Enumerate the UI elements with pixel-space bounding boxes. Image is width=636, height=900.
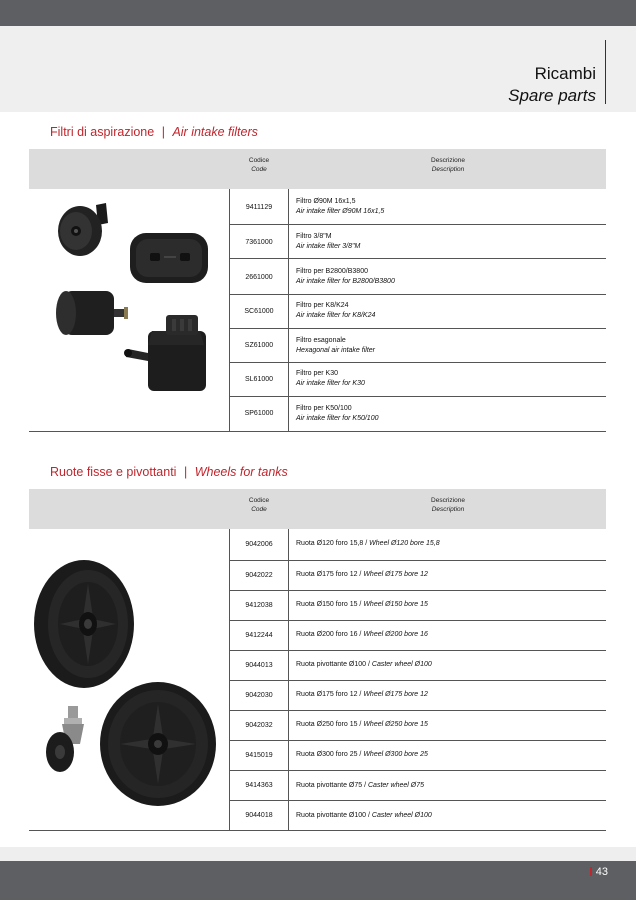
part-code: 9412038 <box>245 602 273 609</box>
description-it: Ruota Ø250 foro 15 / <box>296 721 364 728</box>
filters-desc-header <box>290 156 606 174</box>
desc-header-en: Description <box>431 166 465 173</box>
part-description <box>296 661 602 668</box>
table-row <box>230 529 606 561</box>
part-description <box>296 631 602 638</box>
caster-wheel-icon <box>46 706 84 772</box>
description-en: Caster wheel Ø100 <box>371 812 432 819</box>
fixed-wheel-icon <box>34 560 134 688</box>
part-description <box>296 232 602 252</box>
desc-header-en: Description <box>431 506 465 513</box>
code-header-it: Codice <box>248 157 270 164</box>
description-it: Ruota Ø120 foro 15,8 / <box>296 540 370 547</box>
description-en: Hexagonal air intake filter <box>296 347 375 354</box>
part-code: SZ61000 <box>244 342 274 349</box>
desc-header-it: Descrizione <box>431 157 465 164</box>
description-it: Ruota Ø175 foro 12 / <box>296 571 364 578</box>
description-it: Filtro per K50/100 <box>296 405 352 412</box>
description-en: Caster wheel Ø75 <box>368 782 425 789</box>
table-row <box>230 561 606 591</box>
part-description <box>296 197 602 217</box>
table-row <box>230 189 606 225</box>
page-mark <box>590 867 592 876</box>
table-row <box>230 363 606 397</box>
table-row <box>230 329 606 363</box>
part-code: SL61000 <box>244 376 274 383</box>
table-row <box>230 295 606 329</box>
description-it: Filtro per K30 <box>296 370 339 377</box>
page-title: Ricambi <box>534 64 596 83</box>
description-it: Filtro per B2800/B3800 <box>296 268 368 275</box>
table-row <box>230 225 606 259</box>
description-it: Ruota pivottante Ø75 / <box>296 782 368 789</box>
part-code: SP61000 <box>244 410 274 417</box>
description-en: Wheel Ø250 bore 15 <box>363 721 428 728</box>
table-row <box>230 771 606 801</box>
description-en: Wheel Ø150 bore 15 <box>363 601 428 608</box>
description-it: Filtro per K8/K24 <box>296 302 349 309</box>
description-it: Filtro esagonale <box>296 337 346 344</box>
tread-wheel-icon <box>100 682 216 806</box>
cylinder-filter-icon <box>56 291 128 335</box>
description-it: Ruota Ø200 foro 16 / <box>296 631 364 638</box>
filters-code-header <box>230 156 288 174</box>
code-header-en: Code <box>251 166 267 173</box>
description-en: Air intake filter for K30 <box>296 380 365 387</box>
section-title-wheels <box>50 465 288 479</box>
part-description <box>296 782 602 789</box>
description-it: Ruota Ø300 foro 25 / <box>296 751 364 758</box>
description-en: Air intake filter 3/8"M <box>296 243 361 250</box>
section-title-it: Filtri di aspirazione <box>50 125 155 139</box>
table-row <box>230 621 606 651</box>
description-it: Ruota Ø175 foro 12 / <box>296 691 364 698</box>
part-code: SC61000 <box>244 308 274 315</box>
description-it: Ruota pivottante Ø100 / <box>296 661 372 668</box>
description-en: Wheel Ø200 bore 16 <box>363 631 428 638</box>
part-description <box>296 336 602 356</box>
part-description <box>296 721 602 728</box>
part-code: 9044013 <box>245 662 273 669</box>
part-description <box>296 601 602 608</box>
part-code: 9412244 <box>245 632 273 639</box>
part-description <box>296 812 602 819</box>
description-en: Air intake filter for K50/100 <box>296 415 379 422</box>
code-header-en: Code <box>251 506 267 513</box>
top-band <box>0 0 636 26</box>
description-it: Ruota Ø150 foro 15 / <box>296 601 364 608</box>
title-separator: | <box>183 465 188 479</box>
title-separator: | <box>161 125 165 139</box>
part-description <box>296 369 602 389</box>
round-filter-icon <box>58 203 108 256</box>
section-title-en: Wheels for tanks <box>194 465 288 479</box>
description-en: Wheel Ø175 bore 12 <box>363 571 428 578</box>
description-en: Air intake filter for B2800/B3800 <box>296 278 395 285</box>
table-row <box>230 259 606 295</box>
part-code: 9042006 <box>245 541 273 548</box>
description-en: Air intake filter for K8/K24 <box>296 312 376 319</box>
part-code: 7361000 <box>245 239 273 246</box>
part-description <box>296 571 602 578</box>
part-code: 9414363 <box>245 782 273 789</box>
part-code: 9411129 <box>245 204 273 211</box>
part-description <box>296 751 602 758</box>
section-title-filters <box>50 125 258 139</box>
part-description <box>296 691 602 698</box>
part-description <box>296 301 602 321</box>
part-code: 9044018 <box>245 812 273 819</box>
part-code: 9042032 <box>245 722 273 729</box>
header-divider <box>605 40 606 104</box>
wheels-image <box>30 540 230 830</box>
table-row <box>230 681 606 711</box>
part-code: 2661000 <box>245 274 273 281</box>
section-title-it: Ruote fisse e pivottanti <box>50 465 177 479</box>
part-description <box>296 404 602 424</box>
description-en: Air intake filter Ø90M 16x1,5 <box>296 208 385 215</box>
code-header-it: Codice <box>248 497 270 504</box>
description-it: Filtro 3/8"M <box>296 233 332 240</box>
filters-table-bottom <box>29 431 230 432</box>
part-description <box>296 540 602 547</box>
box-filter-icon <box>130 233 208 283</box>
footer <box>0 861 636 900</box>
footer-band <box>0 847 636 861</box>
page-number-value: 43 <box>595 866 608 878</box>
description-it: Ruota pivottante Ø100 / <box>296 812 372 819</box>
wheels-desc-header <box>290 496 606 514</box>
part-code: 9415019 <box>245 752 273 759</box>
description-en: Caster wheel Ø100 <box>371 661 432 668</box>
description-en: Wheel Ø120 bore 15,8 <box>369 540 440 547</box>
table-row <box>230 651 606 681</box>
part-code: 9042030 <box>245 692 273 699</box>
description-en: Wheel Ø175 bore 12 <box>363 691 428 698</box>
air-filters-image <box>40 195 230 395</box>
table-row <box>230 801 606 831</box>
desc-header-it: Descrizione <box>431 497 465 504</box>
wheels-table-bottom <box>29 830 230 831</box>
wheels-code-header <box>230 496 288 514</box>
description-en: Wheel Ø300 bore 25 <box>363 751 428 758</box>
part-code: 9042022 <box>245 572 273 579</box>
part-description <box>296 267 602 287</box>
page-number <box>590 866 608 878</box>
table-row <box>230 591 606 621</box>
table-row <box>230 741 606 771</box>
hexagonal-filter-icon <box>124 315 206 391</box>
table-row <box>230 711 606 741</box>
section-title-en: Air intake filters <box>172 125 258 139</box>
description-it: Filtro Ø90M 16x1,5 <box>296 198 356 205</box>
page-subtitle: Spare parts <box>508 86 596 105</box>
table-row <box>230 397 606 432</box>
